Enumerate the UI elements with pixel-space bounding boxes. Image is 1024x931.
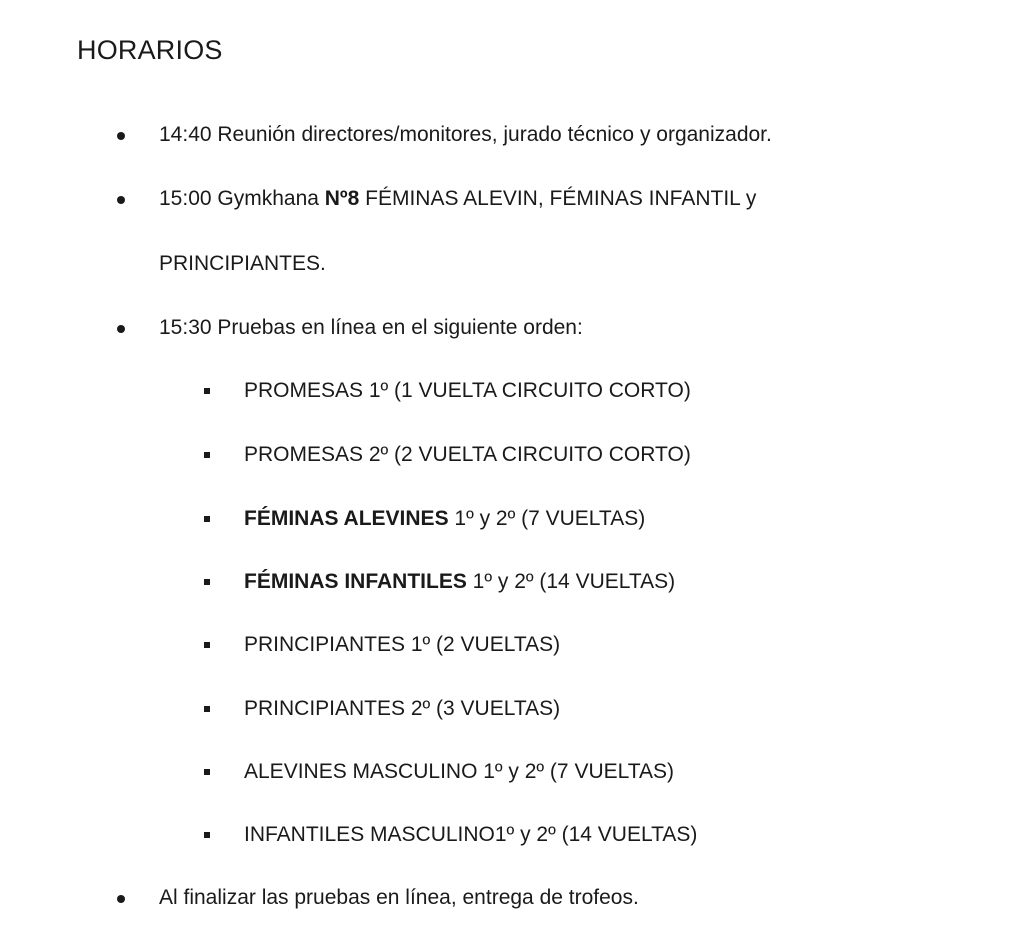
sub-item-text: ALEVINES MASCULINO 1º y 2º (7 VUELTAS)	[244, 760, 675, 783]
sub-item-feminas-infantiles	[0, 568, 1024, 596]
list-item-text: Al finalizar las pruebas en línea, entrega de trofeos.	[159, 886, 639, 909]
list-item-pruebas	[0, 314, 1024, 342]
square-bullet-icon	[204, 769, 210, 775]
square-bullet-icon	[204, 579, 210, 585]
list-item-text: PRINCIPIANTES.	[159, 252, 326, 275]
sub-item-promesas-2	[0, 441, 1024, 469]
sub-item-principiantes-1	[0, 631, 1024, 659]
list-item-trofeos	[0, 884, 1024, 912]
sub-item-text	[244, 505, 645, 533]
sub-item-promesas-1	[0, 377, 1024, 405]
bullet-icon	[117, 325, 125, 333]
square-bullet-icon	[204, 706, 210, 712]
gymkhana-prefix: 15:00 Gymkhana	[159, 187, 325, 210]
sub-item-feminas-alevines	[0, 505, 1024, 533]
sub-item-text: PRINCIPIANTES 2º (3 VUELTAS)	[244, 697, 561, 720]
list-item-gymkhana	[0, 185, 1024, 213]
square-bullet-icon	[204, 832, 210, 838]
square-bullet-icon	[204, 388, 210, 394]
square-bullet-icon	[204, 642, 210, 648]
bullet-icon	[117, 196, 125, 204]
list-item-text: 15:30 Pruebas en línea en el siguiente orden:	[159, 316, 583, 339]
sub-item-text: PRINCIPIANTES 1º (2 VUELTAS)	[244, 633, 561, 656]
sub-item-text	[244, 568, 675, 596]
category-bold: FÉMINAS ALEVINES	[244, 507, 449, 530]
category-detail: 1º y 2º (7 VUELTAS)	[448, 507, 646, 530]
square-bullet-icon	[204, 452, 210, 458]
square-bullet-icon	[204, 516, 210, 522]
list-item-gymkhana-continuation	[0, 250, 1024, 278]
gymkhana-suffix: FÉMINAS ALEVIN, FÉMINAS INFANTIL y	[359, 187, 757, 210]
category-detail: 1º y 2º (14 VUELTAS)	[466, 570, 676, 593]
sub-item-text: PROMESAS 2º (2 VUELTA CIRCUITO CORTO)	[244, 443, 691, 466]
sub-item-text: INFANTILES MASCULINO1º y 2º (14 VUELTAS)	[244, 823, 698, 846]
category-bold: FÉMINAS INFANTILES	[244, 570, 467, 593]
list-item-reunion	[0, 121, 1024, 149]
bullet-icon	[117, 132, 125, 140]
sub-item-text: PROMESAS 1º (1 VUELTA CIRCUITO CORTO)	[244, 379, 691, 402]
bullet-icon	[117, 895, 125, 903]
sub-item-infantiles-masculino	[0, 821, 1024, 849]
sub-item-alevines-masculino	[0, 758, 1024, 786]
page-title: HORARIOS	[77, 35, 223, 65]
gymkhana-number: Nº8	[324, 187, 360, 210]
list-item-text	[159, 185, 756, 213]
list-item-text: 14:40 Reunión directores/monitores, jurado técnico y organizador.	[159, 123, 772, 146]
sub-item-principiantes-2	[0, 695, 1024, 723]
